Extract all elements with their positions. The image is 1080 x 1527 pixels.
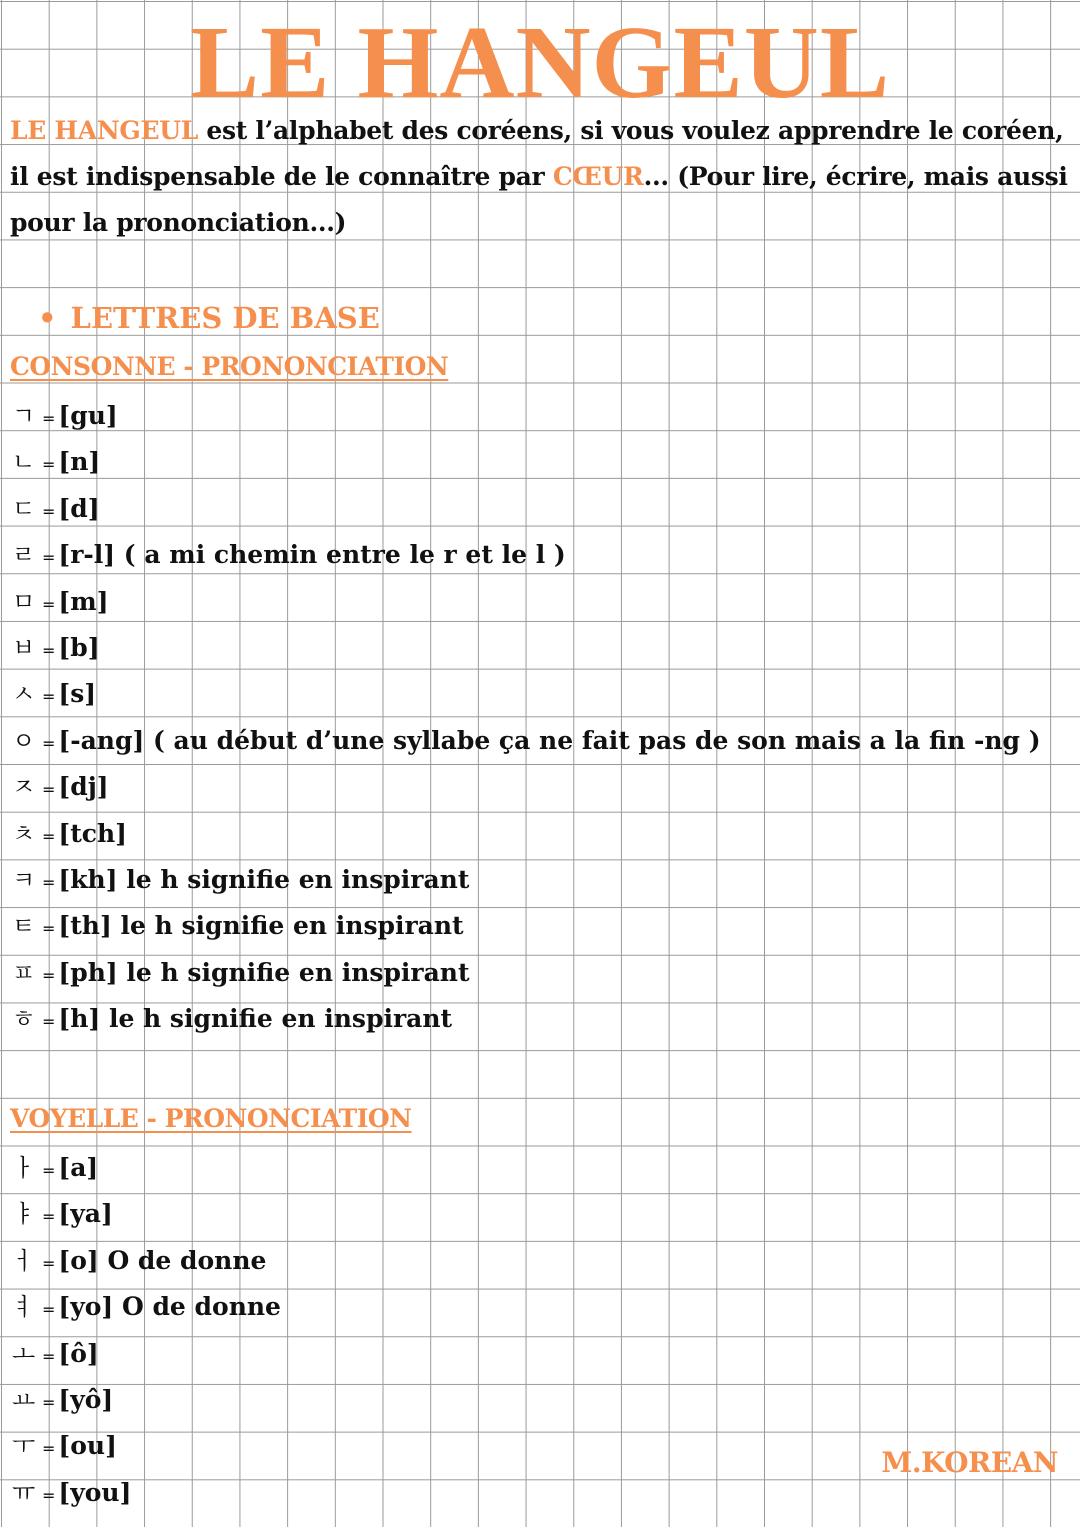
- list-item: [12, 1377, 281, 1423]
- pronunciation: [d]: [58, 493, 100, 523]
- pronunciation: [yô]: [58, 1384, 114, 1414]
- equals-sign: =: [42, 872, 56, 892]
- intro-term: LE HANGEUL: [10, 116, 198, 145]
- pronunciation: [-ang] ( au début d’une syllabe ça ne fait pas de son mais a la fin -ng ): [58, 725, 1041, 755]
- list-item: [12, 625, 1041, 671]
- hangul-letter: ㅓ: [12, 1246, 36, 1275]
- equals-sign: =: [42, 640, 56, 660]
- pronunciation: [ph] le h signifie en inspirant: [58, 957, 470, 987]
- list-item: [12, 671, 1041, 717]
- pronunciation: [a]: [58, 1153, 99, 1182]
- hangul-letter: ㅑ: [12, 1200, 36, 1229]
- list-item: [12, 1470, 281, 1516]
- list-item: [12, 486, 1041, 532]
- hangul-letter: ㅕ: [12, 1293, 36, 1322]
- pronunciation: [ou]: [58, 1431, 117, 1461]
- pronunciation: [b]: [58, 632, 100, 662]
- list-item: [12, 579, 1041, 625]
- signature: M.KOREAN: [881, 1446, 1058, 1479]
- equals-sign: =: [42, 1012, 56, 1032]
- pronunciation: [you]: [58, 1477, 132, 1507]
- pronunciation: [n]: [58, 447, 101, 477]
- list-item: [12, 1423, 281, 1469]
- equals-sign: =: [42, 1300, 56, 1320]
- equals-sign: =: [42, 409, 56, 428]
- hangul-letter: ㅁ: [12, 587, 36, 616]
- consonant-header: CONSONNE - PRONONCIATION: [10, 352, 449, 381]
- list-item: [12, 996, 1041, 1042]
- hangul-letter: ㅛ: [12, 1385, 36, 1414]
- list-item: [12, 439, 1041, 485]
- hangul-letter: ㅇ: [12, 726, 36, 755]
- equals-sign: =: [42, 1253, 56, 1273]
- intro-text-2: ... (Pour lire, écrire, mais aussi pour la prononciation...): [10, 162, 1068, 237]
- hangul-letter: ㅋ: [12, 865, 36, 894]
- pronunciation: [h] le h signifie en inspirant: [58, 1004, 453, 1034]
- pronunciation: [o] O de donne: [58, 1245, 267, 1275]
- equals-sign: =: [42, 919, 56, 939]
- pronunciation: [s]: [58, 679, 97, 709]
- hangul-letter: ㅎ: [12, 1005, 36, 1034]
- section-heading-label: LETTRES DE BASE: [70, 301, 380, 335]
- equals-sign: =: [42, 1485, 56, 1505]
- equals-sign: =: [42, 501, 56, 521]
- equals-sign: =: [42, 733, 56, 753]
- pronunciation: [tch]: [58, 818, 128, 848]
- vowel-header: VOYELLE - PRONONCIATION: [10, 1104, 412, 1133]
- hangul-letter: ㄹ: [12, 541, 36, 570]
- hangul-letter: ㄴ: [12, 448, 36, 477]
- list-item: [12, 1284, 281, 1330]
- equals-sign: =: [42, 594, 56, 614]
- pronunciation: [r-l] ( a mi chemin entre le r et le l ): [58, 540, 566, 570]
- equals-sign: =: [42, 826, 56, 846]
- equals-sign: =: [42, 780, 56, 800]
- list-item: [12, 857, 1041, 903]
- hangul-letter: ㄷ: [12, 494, 36, 523]
- bullet-dot-icon: •: [38, 301, 57, 335]
- pronunciation: [ô]: [58, 1338, 99, 1368]
- section-heading: [38, 296, 380, 340]
- list-item: [12, 1238, 281, 1284]
- list-item: [12, 811, 1041, 857]
- list-item: [12, 764, 1041, 810]
- list-item: [12, 718, 1041, 764]
- equals-sign: =: [42, 1439, 56, 1459]
- consonant-list: [12, 393, 1041, 1042]
- list-item: [12, 950, 1041, 996]
- hangul-letter: ㅌ: [12, 912, 36, 941]
- pronunciation: [m]: [58, 586, 109, 616]
- list-item: [12, 532, 1041, 578]
- list-item: [12, 1191, 281, 1237]
- intro-text-1: est l’alphabet des coréens, si vous voulez apprendre le coréen, il est indispensable de le connaître par: [10, 116, 1064, 191]
- pronunciation: [ya]: [58, 1199, 113, 1229]
- list-item: [12, 1331, 281, 1377]
- equals-sign: =: [42, 1161, 56, 1180]
- hangul-letter: ㅗ: [12, 1339, 36, 1368]
- hangul-letter: ㅈ: [12, 773, 36, 802]
- hangul-letter: ㅏ: [12, 1154, 36, 1182]
- hangul-letter: ㄱ: [12, 402, 36, 430]
- equals-sign: =: [42, 1392, 56, 1412]
- equals-sign: =: [42, 548, 56, 568]
- list-item: [12, 393, 1041, 439]
- list-item: [12, 1145, 281, 1191]
- intro-emphasis: CŒUR: [552, 162, 644, 191]
- equals-sign: =: [42, 687, 56, 707]
- equals-sign: =: [42, 965, 56, 985]
- pronunciation: [kh] le h signifie en inspirant: [58, 864, 470, 894]
- list-item: [12, 903, 1041, 949]
- pronunciation: [yo] O de donne: [58, 1292, 281, 1322]
- intro-paragraph: [10, 108, 1075, 246]
- page-title: LE HANGEUL: [189, 5, 891, 120]
- pronunciation: [gu]: [58, 401, 118, 430]
- hangul-letter: ㅠ: [12, 1478, 36, 1507]
- hangul-letter: ㅊ: [12, 819, 36, 848]
- equals-sign: =: [42, 1346, 56, 1366]
- hangul-letter: ㅜ: [12, 1432, 36, 1461]
- equals-sign: =: [42, 1207, 56, 1227]
- pronunciation: [dj]: [58, 772, 109, 802]
- hangul-letter: ㅂ: [12, 633, 36, 662]
- equals-sign: =: [42, 455, 56, 475]
- pronunciation: [th] le h signifie en inspirant: [58, 911, 464, 941]
- vowel-list: [12, 1145, 281, 1516]
- hangul-letter: ㅅ: [12, 680, 36, 709]
- hangul-letter: ㅍ: [12, 958, 36, 987]
